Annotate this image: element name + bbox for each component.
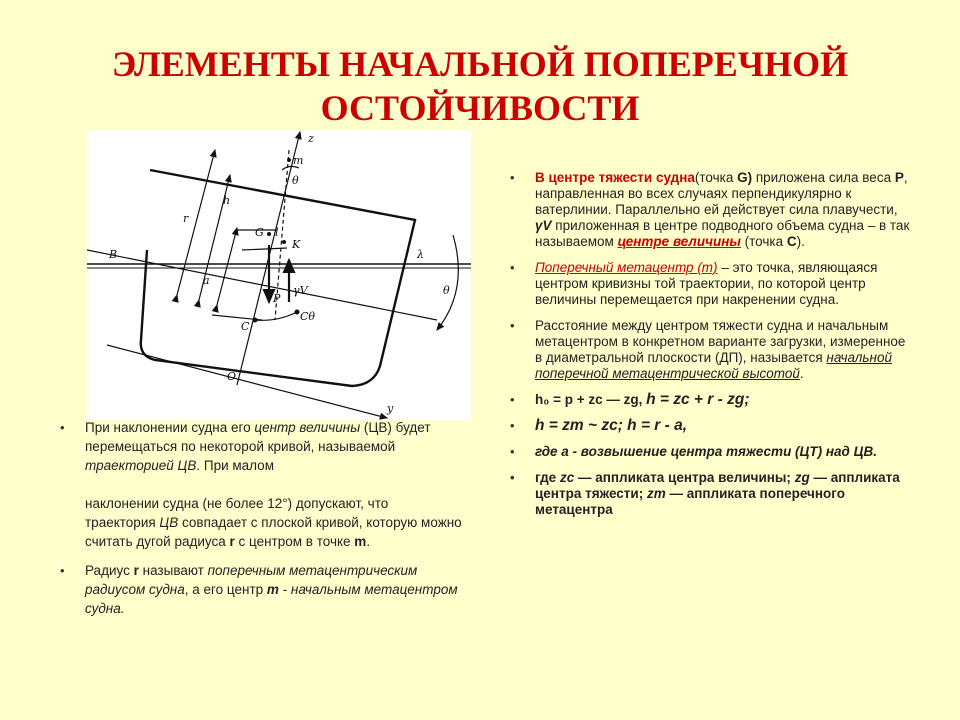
symbol-zc: zc (559, 470, 575, 485)
text-segment: приложенная в центре подводного объема судна – в так называемом (535, 218, 910, 249)
term-initial-metacenter: - начальным метацентром судна. (85, 582, 458, 616)
right-bullet-metacentric-height (510, 318, 910, 382)
ship-stability-drawing (87, 130, 471, 420)
term-metacentric-radius: поперечным метацентрическим радиусом судна (85, 563, 418, 597)
text-segment: – это точка, являющаяся центром кривизны той траектории, по которой центр величины перемещается при накренении судна. (535, 260, 878, 307)
symbol-gammaV: γV (535, 218, 552, 233)
symbol-m: m (354, 534, 367, 549)
label-P: P (273, 292, 281, 305)
text-segment: Радиус (85, 563, 134, 578)
label-lambda: λ (417, 248, 424, 261)
text-segment: Расстояние между центром тяжести судна и начальным метацентром в конкретном варианте загрузки, измеренное в диаметральной плоскости (ДП), называется (535, 318, 906, 365)
term-trajectory: траекторией ЦВ (85, 458, 197, 473)
label-theta-right: θ (443, 284, 450, 297)
label-C-theta: Cθ (300, 310, 316, 323)
definition-a: где a - возвышение центра тяжести (ЦТ) над ЦВ. (535, 444, 877, 459)
left-bullet-radius (60, 561, 480, 618)
text-segment: (ЦВ) будет перемещаться по некоторой кривой, называемой (85, 420, 431, 454)
text-segment: совпадает с плоской кривой, которую можно считать дугой радиуса (85, 515, 462, 549)
label-m: m (293, 154, 304, 167)
symbol-zm: zm (646, 486, 666, 501)
right-bullet-gravity-center (510, 170, 910, 250)
text-segment: , а его центр (184, 582, 267, 597)
text-segment: (точка (694, 170, 738, 185)
symbol-r: r (133, 563, 139, 578)
term-transverse-metacenter: Поперечный метацентр (m) (535, 260, 718, 275)
text-segment: называют (138, 563, 208, 578)
symbol-G: G) (737, 170, 753, 185)
left-bullet-trajectory (60, 418, 480, 551)
right-bullet-a-definition (510, 444, 910, 460)
text-segment: приложена сила веса (752, 170, 895, 185)
formula-h0: h₀ = р + zc — zg, (535, 392, 643, 407)
label-K: K (292, 238, 301, 251)
text-segment: где (535, 470, 560, 485)
label-theta-top: θ (292, 174, 299, 187)
text-segment: — аппликата центра величины; (574, 470, 795, 485)
symbol-r: r (229, 534, 235, 549)
ship-stability-diagram (87, 130, 471, 420)
text-segment: . При малом (196, 458, 274, 473)
label-z: z (308, 132, 314, 145)
text-segment: — аппликата поперечного метацентра (535, 486, 845, 517)
formula-h: h = zc + r - zg; (646, 391, 750, 408)
label-G: G (255, 226, 264, 239)
right-text-column (510, 170, 910, 528)
term-center-of-buoyancy: центре величины (617, 234, 741, 249)
text-segment: — аппликата центра тяжести; (535, 470, 900, 501)
text-segment: . (799, 366, 804, 381)
term-cv: ЦВ (159, 515, 179, 530)
right-bullet-metacenter (510, 260, 910, 308)
label-h: h (223, 194, 231, 207)
slide-title (0, 42, 960, 130)
text-segment: с центром в точке (234, 534, 355, 549)
right-bullet-formula-1 (510, 392, 910, 408)
label-r: r (183, 212, 189, 225)
slide-title-line-1: ЭЛЕМЕНТЫ НАЧАЛЬНОЙ ПОПЕРЕЧНОЙ (111, 44, 849, 84)
right-bullet-applicates (510, 470, 910, 518)
symbol-P: Р (894, 170, 904, 185)
term-center-of-gravity: В центре тяжести судна (535, 170, 695, 185)
text-segment: траектория (85, 515, 160, 530)
symbol-zg: zg (794, 470, 810, 485)
term-center-of-buoyancy: центр величины (254, 420, 361, 435)
label-C: C (241, 320, 250, 333)
symbol-C: С (786, 234, 797, 249)
symbol-m: m (266, 582, 279, 597)
text-segment: , направленная во всех случаях перпендикулярно к ватерлинии. Параллельно ей действует сила плавучести, (535, 170, 908, 217)
slide-title-line-2: ОСТОЙЧИВОСТИ (320, 88, 640, 128)
label-a: a (203, 274, 210, 287)
label-B: B (109, 248, 118, 261)
label-O: O (227, 370, 237, 383)
right-bullet-formula-2 (510, 418, 910, 434)
text-segment: При наклонении судна его (85, 420, 255, 435)
text-segment: . (366, 534, 371, 549)
label-y: y (387, 402, 394, 415)
text-segment: наклонении судна (не более 12°) допускают, что (85, 496, 389, 511)
formula-h-zm: h = zm ~ zc; h = r - a, (535, 417, 688, 434)
label-gammaV: γV (293, 284, 308, 297)
text-segment: (точка (740, 234, 787, 249)
text-segment: ). (796, 234, 805, 249)
left-text-column (60, 418, 480, 628)
term-metacentric-height: начальной поперечной метацентрической высотой (535, 350, 892, 381)
label-l: l (275, 226, 279, 239)
